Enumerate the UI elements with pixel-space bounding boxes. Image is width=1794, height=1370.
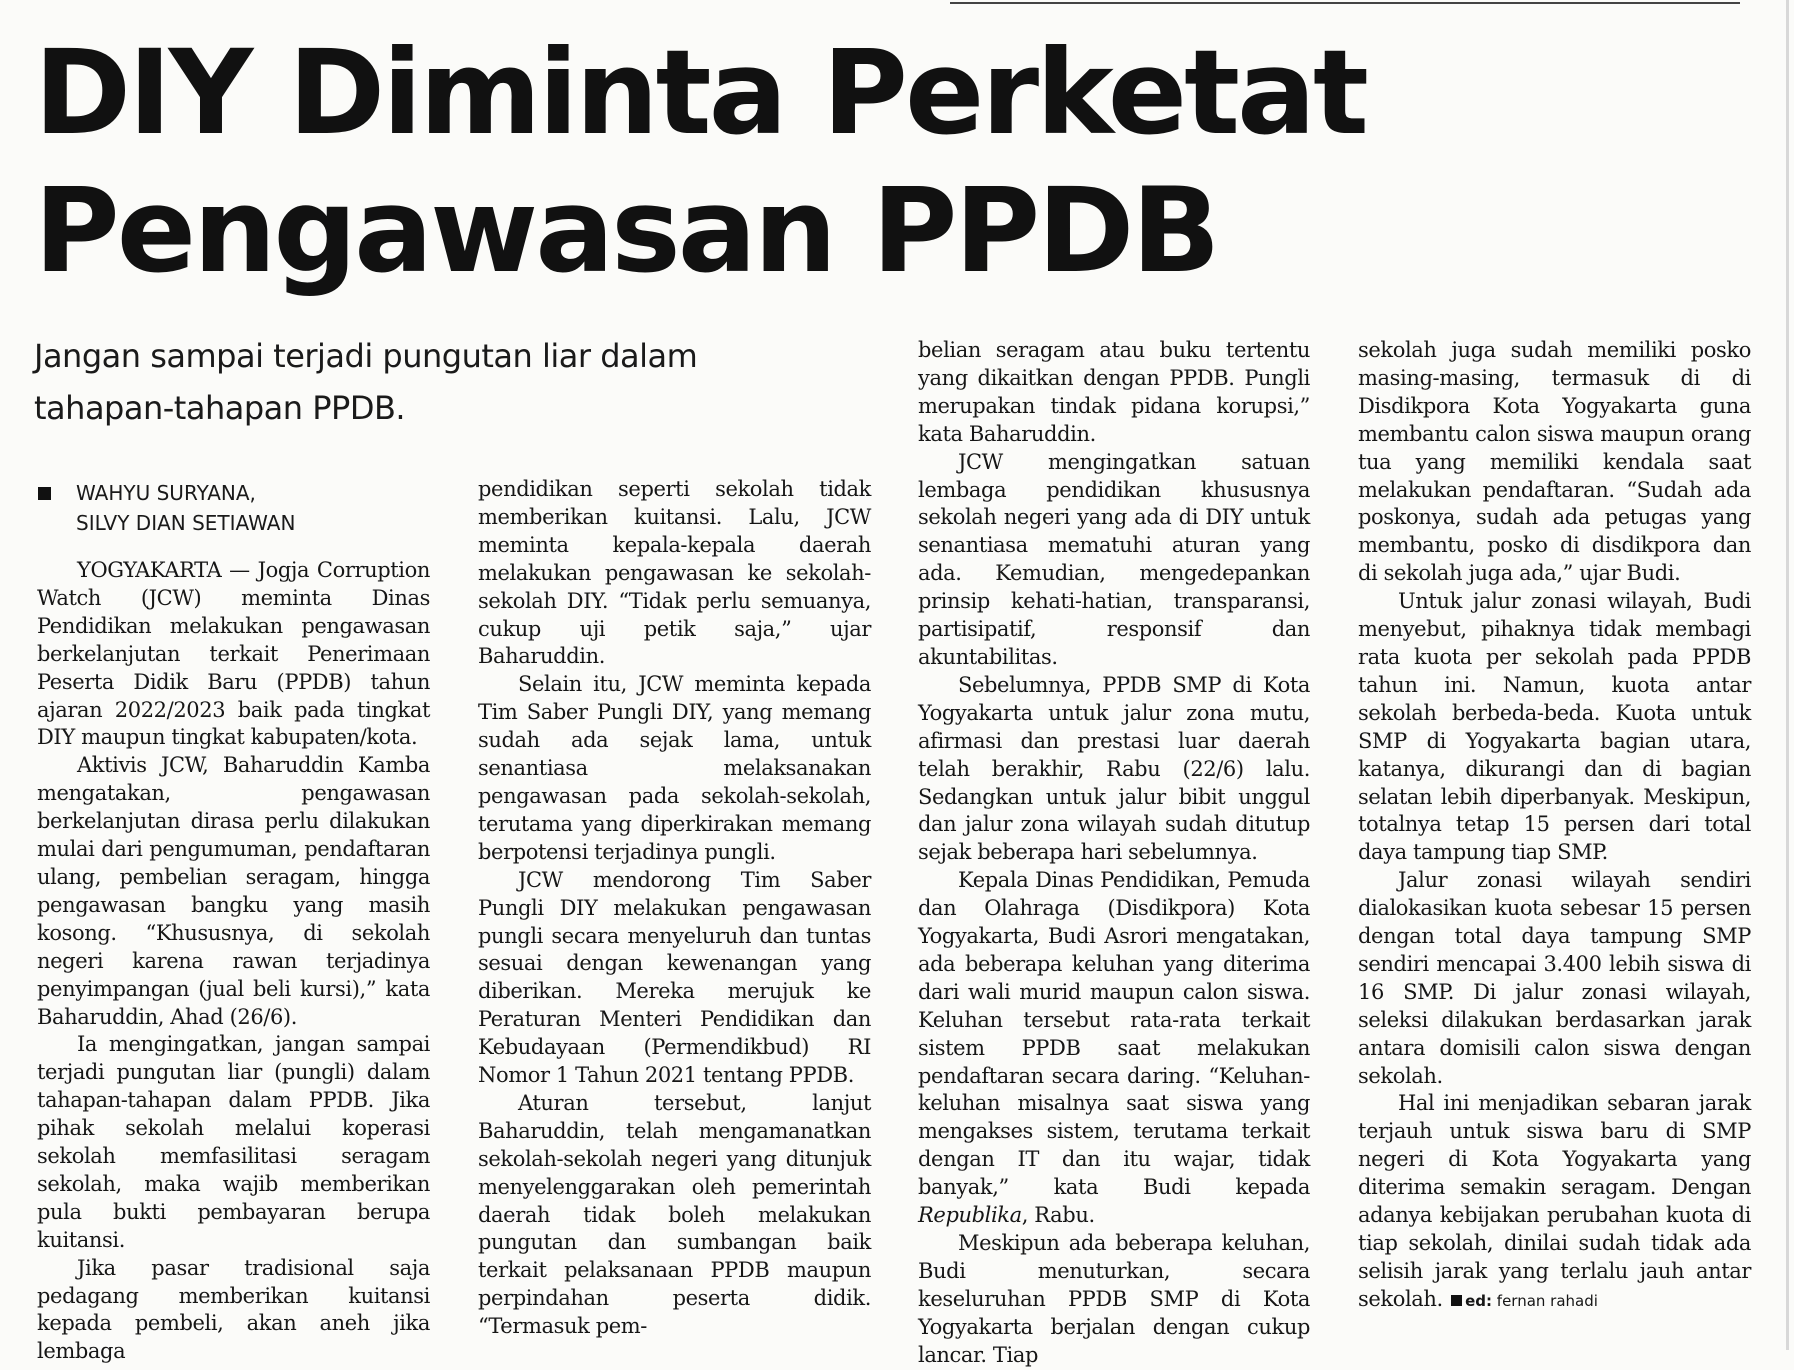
headline-line-1: DIY Diminta Perketat: [34, 24, 1366, 161]
byline-names: [76, 478, 454, 538]
paragraph: Jika pasar tradisional saja pedagang memberikan kuitansi kepada pembeli, akan aneh jika lembaga: [37, 1255, 430, 1364]
paragraph: pendidikan seperti sekolah tidak memberikan kuitansi. Lalu, JCW meminta kepala-kepala daerah melakukan pengawasan ke sekolah-sekolah DIY. “Tidak perlu semuanya, cukup uji petik saja,” ujar Baharuddin.: [478, 477, 871, 669]
article-column-1: [37, 557, 430, 1366]
paragraph: Ia mengingatkan, jangan sampai terjadi pungutan liar (pungli) dalam tahapan-tahapan dalam PPDB. Jika pihak sekolah melalui koperasi sekolah memfasilitasi seragam sekolah, maka wajib memberikan pula bukti pembayaran berupa kuitansi.: [37, 1032, 430, 1252]
article-column-2: [478, 476, 871, 1341]
page-edge: [1786, 0, 1789, 1350]
headline-line-2: Pengawasan PPDB: [34, 162, 1218, 299]
byline: [34, 478, 454, 538]
paragraph: JCW mengingatkan satuan lembaga pendidikan khususnya sekolah negeri yang ada di DIY untuk senantiasa mematuhi aturan yang ada. Kemudian, mengedepankan prinsip kehati-hatian, transparansi, partisipatif, responsif dan akuntabilitas.: [918, 449, 1310, 669]
editor-square-icon: [1451, 1295, 1462, 1306]
paragraph: Jalur zonasi wilayah sendiri dialokasikan kuota sebesar 15 persen dengan total daya tampung SMP sendiri mencapai 3.400 lebih siswa di 16 SMP. Di jalur zonasi wilayah, seleksi dilakukan berdasarkan jarak antara domisili calon siswa dengan sekolah.: [1358, 868, 1751, 1088]
deck-line-2: tahapan-tahapan PPDB.: [34, 389, 406, 427]
paragraph: Untuk jalur zonasi wilayah, Budi menyebut, pihaknya tidak membagi rata kuota per sekolah pada PPDB tahun ini. Namun, kuota antar sekolah berbeda-beda. Kuota untuk SMP di Yogyakarta bagian utara, katanya, dikurangi dan di bagian selatan lebih diperbanyak. Meskipun, totalnya tetap 15 persen dari total daya tampung tiap SMP.: [1358, 589, 1751, 865]
paragraph: JCW mendorong Tim Saber Pungli DIY melakukan pengawasan pungli secara menyeluruh dan tuntas sesuai dengan kewenangan yang diberikan. Mereka merujuk ke Peraturan Menteri Pendidikan dan Kebudayaan (Permendikbud) RI Nomor 1 Tahun 2021 tentang PPDB.: [478, 867, 871, 1088]
deck-line-1: Jangan sampai terjadi pungutan liar dalam: [34, 337, 698, 375]
paragraph: YOGYAKARTA — Jogja Corruption Watch (JCW) meminta Dinas Pendidikan melakukan pengawasan berkelanjutan terkait Penerimaan Peserta Didik Baru (PPDB) tahun ajaran 2022/2023 baik pada tingkat DIY maupun tingkat kabupaten/kota.: [37, 558, 430, 750]
article-column-3: [918, 337, 1310, 1370]
article-column-4: [1358, 337, 1751, 1316]
publication-name: Republika: [918, 1203, 1022, 1228]
deck: [34, 330, 854, 434]
paragraph: Sebelumnya, PPDB SMP di Kota Yogyakarta untuk jalur zona mutu, afirmasi dan prestasi luar daerah telah berakhir, Rabu (22/6) lalu. Sedangkan untuk jalur bibit unggul dan jalur zona wilayah sudah ditutup sejak beberapa hari sebelumnya.: [918, 672, 1310, 865]
paragraph: Meskipun ada beberapa keluhan, Budi menuturkan, secara keseluruhan PPDB SMP di Kota Yogyakarta berjalan dengan cukup lancar. Tiap: [918, 1231, 1310, 1367]
paragraph: [918, 867, 1310, 1230]
paragraph: Aturan tersebut, lanjut Baharuddin, telah mengamanatkan sekolah-sekolah negeri yang ditunjuk menyelenggarakan oleh pemerintah daerah tidak boleh melakukan pungutan dan sumbangan baik terkait pelaksanaan PPDB maupun perpindahan peserta didik. “Termasuk pem-: [478, 1090, 871, 1339]
headline: [34, 24, 1534, 300]
paragraph-text: , Rabu.: [1021, 1203, 1095, 1228]
editor-name: fernan rahadi: [1496, 1291, 1598, 1310]
top-rule: [950, 2, 1740, 4]
byline-author-1: WAHYU SURYANA,: [76, 481, 256, 505]
paragraph: Selain itu, JCW meminta kepada Tim Saber Pungli DIY, yang memang sudah ada sejak lama, untuk senantiasa melaksanakan pengawasan pada sekolah-sekolah, terutama yang diperkirakan memang berpotensi terjadinya pungli.: [478, 672, 871, 864]
byline-square-icon: [38, 487, 51, 500]
paragraph-text: Kepala Dinas Pendidikan, Pemuda dan Olahraga (Disdikpora) Kota Yogyakarta, Budi Asrori mengatakan, ada beberapa keluhan yang diterima dari wali murid maupun calon siswa. Keluhan tersebut rata-rata terkait sistem PPDB saat melakukan pendaftaran secara daring. “Keluhan-keluhan misalnya saat siswa yang mengakses sistem, terutama terkait dengan IT dan itu wajar, tidak banyak,” kata Budi kepada: [918, 868, 1310, 1200]
byline-author-2: SILVY DIAN SETIAWAN: [76, 511, 296, 535]
paragraph: belian seragam atau buku tertentu yang dikaitkan dengan PPDB. Pungli merupakan tindak pidana korupsi,” kata Baharuddin.: [918, 338, 1310, 446]
paragraph: [1358, 1090, 1751, 1315]
paragraph: Aktivis JCW, Baharuddin Kamba mengatakan, pengawasan berkelanjutan dirasa perlu dilakukan mulai dari pengumuman, pendaftaran ulang, pembelian seragam, hingga pengawasan bangku yang masih kosong. “Khususnya, di sekolah negeri karena rawan terjadinya penyimpangan (jual beli kursi),” kata Baharuddin, Ahad (26/6).: [37, 753, 430, 1029]
editor-label: ed:: [1465, 1291, 1493, 1310]
paragraph: sekolah juga sudah memiliki posko masing-masing, termasuk di di Disdikpora Kota Yogyakarta guna membantu calon siswa maupun orang tua yang memiliki kendala saat melakukan pendaftaran. “Sudah ada poskonya, sudah ada petugas yang membantu, posko di disdikpora dan di sekolah juga ada,” ujar Budi.: [1358, 338, 1751, 586]
paragraph-text: Hal ini menjadikan sebaran jarak terjauh untuk siswa baru di SMP negeri di Kota Yogyakarta yang diterima semakin seragam. Dengan adanya kebijakan perubahan kuota di tiap sekolah, dinilai sudah tidak ada selisih jarak yang terlalu jauh antar sekolah.: [1358, 1091, 1751, 1311]
editor-credit: [1449, 1292, 1598, 1310]
